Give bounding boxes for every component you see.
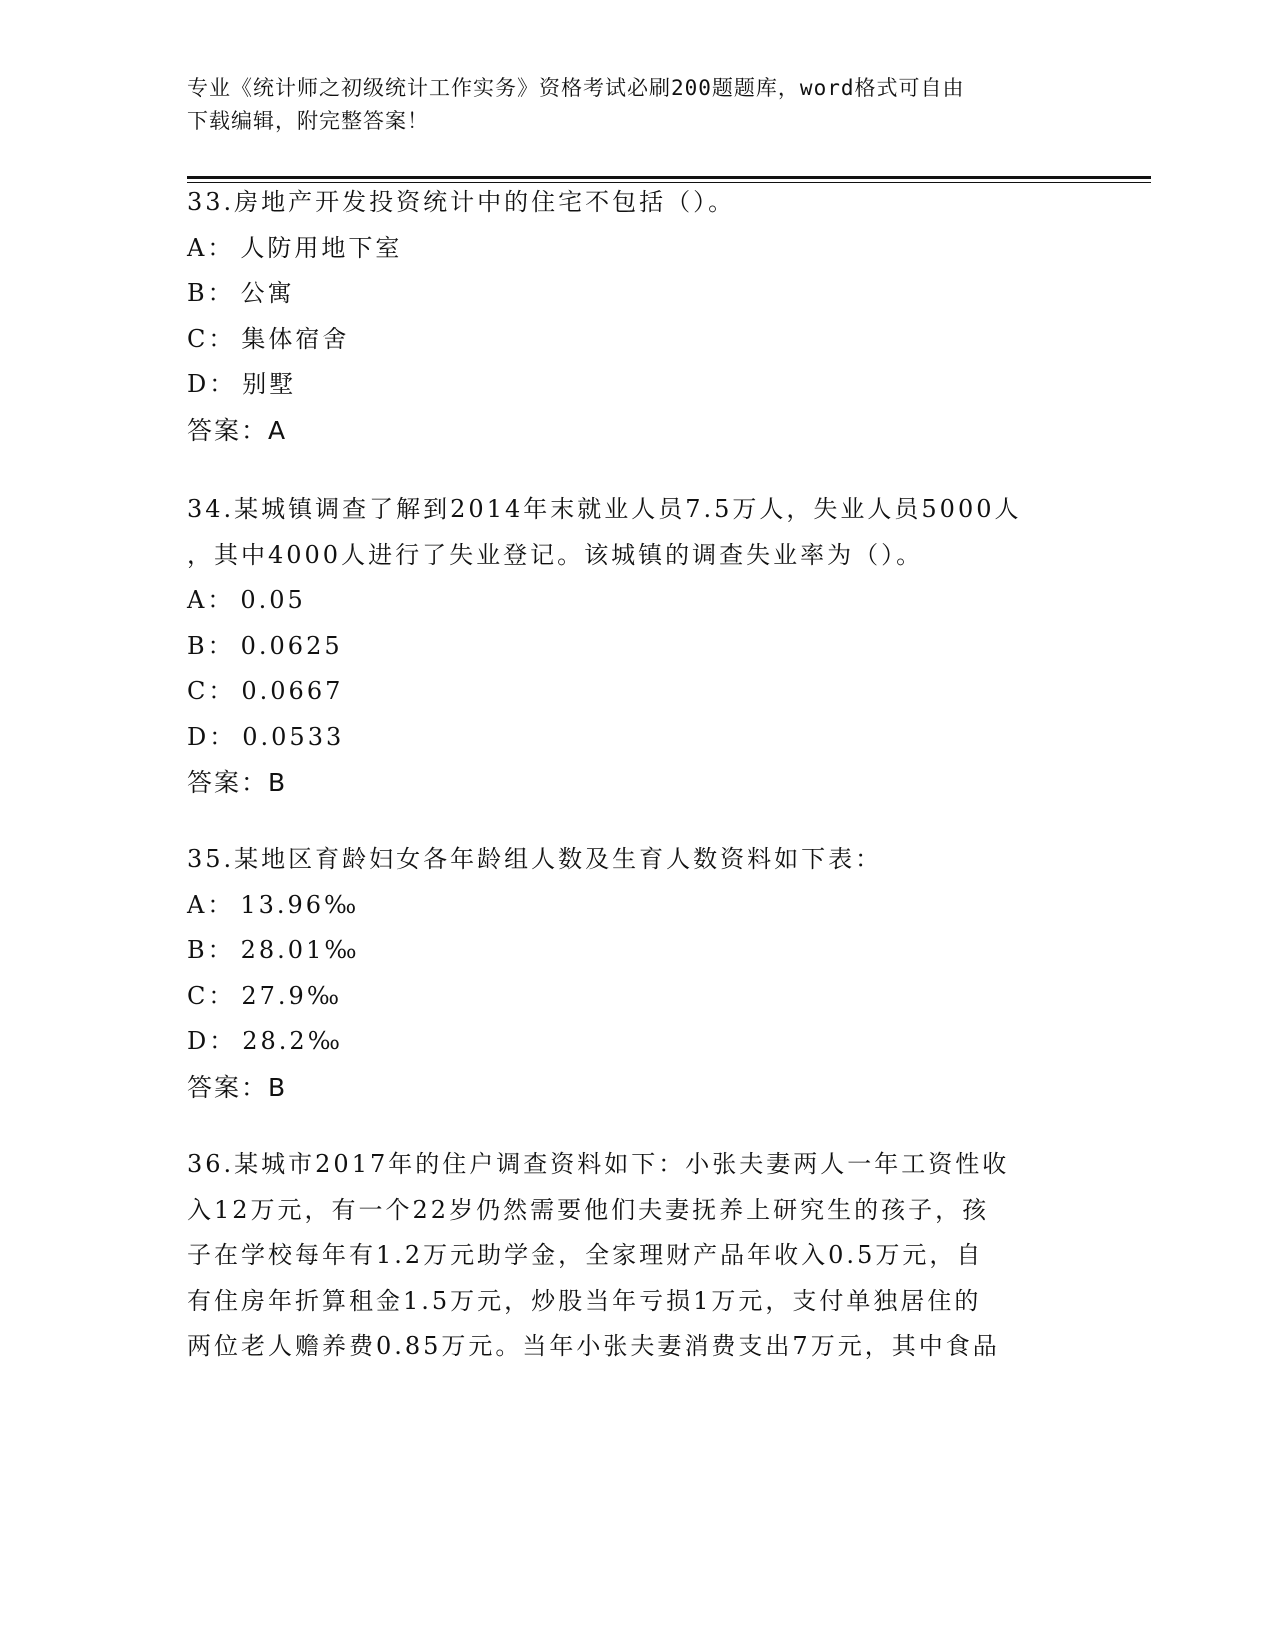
answer-label: 答案：A <box>187 415 288 445</box>
question-34 <box>187 487 1067 806</box>
question-35 <box>187 837 1067 1110</box>
header-line-1: 专业《统计师之初级统计工作实务》资格考试必刷200题题库，word格式可自由 <box>187 76 965 100</box>
option-letter: D： <box>187 1027 237 1055</box>
option-text: 28.2‰ <box>242 1027 343 1055</box>
answer-label: 答案：B <box>187 1072 288 1102</box>
option-letter: B： <box>187 279 235 307</box>
question-stem: 33.房地产开发投资统计中的住宅不包括（）。 <box>187 188 736 216</box>
answer-label: 答案：B <box>187 768 288 797</box>
question-stem-line-4: 有住房年折算租金1.5万元，炒股当年亏损1万元，支付单独居住的 <box>187 1286 982 1315</box>
option-text: 别墅 <box>242 370 297 398</box>
question-stem-line-1: 36.某城市2017年的住户调查资料如下：小张夫妻两人一年工资性收 <box>187 1150 1010 1178</box>
option-letter: A： <box>187 890 235 919</box>
option-c <box>187 974 1067 1020</box>
option-b <box>187 928 1067 974</box>
option-letter: C： <box>187 981 236 1010</box>
option-letter: C： <box>187 677 236 705</box>
header-line-2: 下载编辑，附完整答案！ <box>187 109 429 133</box>
document-header <box>187 72 1067 138</box>
question-stem-line-3: 子在学校每年有1.2万元助学金，全家理财产品年收入0.5万元，自 <box>187 1241 984 1269</box>
question-stem-line-2: 入12万元，有一个22岁仍然需要他们夫妻抚养上研究生的孩子，孩 <box>187 1195 990 1224</box>
option-text: 0.0533 <box>242 722 345 751</box>
option-a <box>187 578 1067 624</box>
question-stem-line-5: 两位老人赡养费0.85万元。当年小张夫妻消费支出7万元，其中食品 <box>187 1332 1000 1360</box>
option-letter: D： <box>187 722 237 751</box>
option-text: 0.0625 <box>240 631 343 660</box>
option-text: 0.05 <box>240 586 306 614</box>
option-c <box>187 669 1067 715</box>
option-d <box>187 715 1067 761</box>
option-text: 27.9‰ <box>241 981 343 1010</box>
option-letter: A： <box>187 586 235 614</box>
option-letter: B： <box>187 936 235 964</box>
header-divider-thick <box>187 176 1151 179</box>
option-a <box>187 883 1067 929</box>
option-letter: A： <box>187 233 235 262</box>
question-stem: 35.某地区育龄妇女各年龄组人数及生育人数资料如下表： <box>187 845 883 873</box>
option-c <box>187 317 1067 363</box>
option-letter: D： <box>187 370 237 398</box>
option-text: 集体宿舍 <box>241 324 350 353</box>
option-letter: C： <box>187 324 236 353</box>
option-text: 13.96‰ <box>240 890 360 919</box>
question-stem-line-2: ，其中4000人进行了失业登记。该城镇的调查失业率为（）。 <box>187 540 924 569</box>
option-text: 0.0667 <box>241 677 344 705</box>
option-d <box>187 1019 1067 1065</box>
option-text: 28.01‰ <box>240 936 360 964</box>
option-b <box>187 624 1067 670</box>
option-text: 人防用地下室 <box>240 233 403 262</box>
option-letter: B： <box>187 631 235 660</box>
option-b <box>187 271 1067 317</box>
question-33 <box>187 180 1067 453</box>
option-a <box>187 226 1067 272</box>
option-text: 公寓 <box>240 279 295 307</box>
option-d <box>187 362 1067 408</box>
question-stem-line-1: 34.某城镇调查了解到2014年末就业人员7.5万人，失业人员5000人 <box>187 495 1022 523</box>
question-36 <box>187 1142 1067 1370</box>
